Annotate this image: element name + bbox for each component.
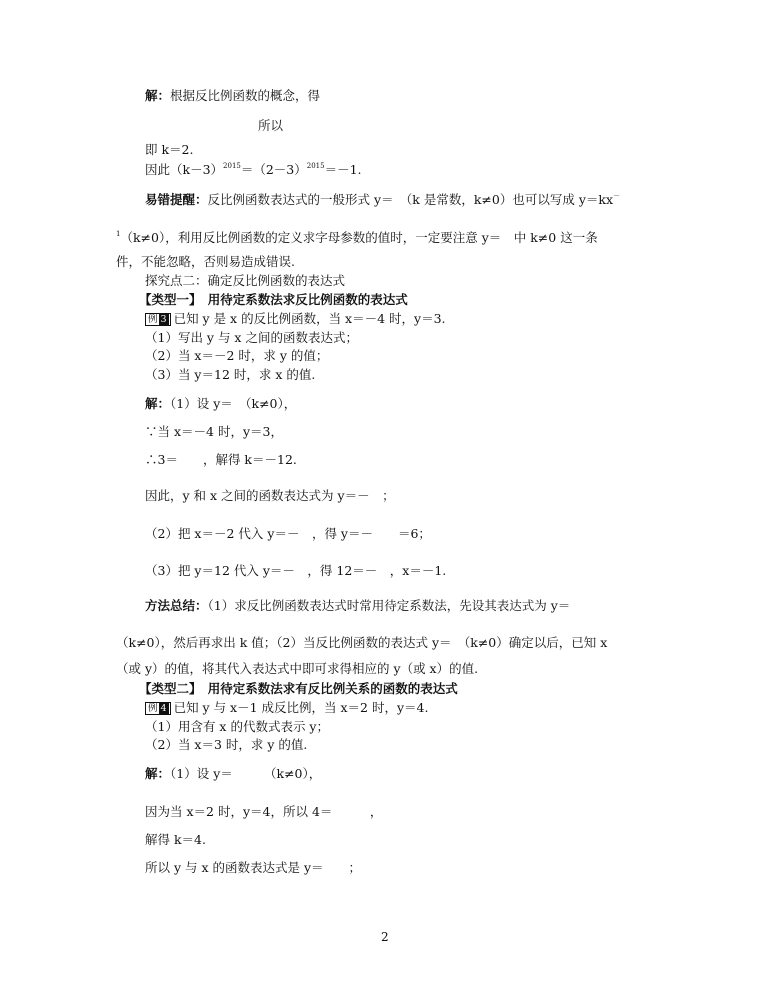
section-title: 探究点二：确定反比例函数的表达式 [145,273,346,288]
method-line-2: （k≠0），然后再求出 k 值；（2）当反比例函数的表达式 y＝ （k≠0）确定以后，已知 x [116,635,608,650]
example-3: 例 3 已知 y 是 x 的反比例函数，当 x＝－4 时，y＝3. [145,311,446,327]
example-4: 例 4 已知 y 与 x－1 成反比例，当 x＝2 时，y＝4. [145,700,428,716]
k-value-line: 即 k＝2. [145,142,194,157]
solution-step-5: （2）把 x＝－2 代入 y＝－ ，得 y＝－ ＝6； [145,526,431,541]
tip-line-2: $^1$（k≠0），利用反比例函数的定义求字母参数的值时，一定要注意 y＝ 中 k≠0 这一条 [116,230,598,245]
suoyi-line: 所以 [258,118,284,133]
example-badge: 例 3 [145,313,171,326]
solution-step-4: 因此，y 和 x 之间的函数表达式为 y＝－ ； [145,488,395,503]
tip-label: 易错提醒： [145,192,208,207]
question-1: （1）写出 y 与 x 之间的函数表达式； [145,330,358,345]
tip-line-3: 件，不能忽略，否则易造成错误. [116,254,295,269]
method-label: 方法总结： [145,598,208,613]
solution-text: 根据反比例函数的概念，得 [170,88,321,103]
solution-label: 解： [145,88,171,103]
page-number: 2 [381,930,389,944]
method-line-1: 方法总结：（1）求反比例函数表达式时常用待定系数法，先设其表达式为 y＝ [145,598,571,613]
type-1-title: 【类型一】 用待定系数法求反比例函数的表达式 [139,292,408,307]
question-1: （1）用含有 x 的代数式表示 y； [145,719,329,734]
solution-step-2: ∵当 x＝－4 时，y＝3， [145,424,283,439]
question-3: （3）当 y＝12 时，求 x 的值. [145,367,316,382]
solution-step-1: 解：（1）设 y＝ （k≠0）， [145,396,297,411]
question-2: （2）当 x＝3 时，求 y 的值. [145,737,308,752]
method-line-3: （或 y）的值，将其代入表达式中即可求得相应的 y（或 x）的值. [116,661,479,676]
example-badge: 例 4 [145,702,171,715]
question-2: （2）当 x＝－2 时，求 y 的值； [145,348,329,363]
solution-step-3: ∴3＝ ，解得 k＝－12. [145,452,297,467]
conclusion-line: 因此$(k-3)^{2015}=(2-3)^{2015}=-1$. [145,162,362,177]
solution-step-4: 所以 y 与 x 的函数表达式是 y＝ ； [145,860,362,875]
solution-1-intro [145,88,320,104]
solution-step-1: 解：（1）设 y＝ （k≠0）， [145,766,322,781]
exponent: 2015 [223,162,241,170]
solution-step-3: 解得 k＝4. [145,832,206,847]
type-2-title: 【类型二】 用待定系数法求有反比例关系的函数的表达式 [139,681,458,696]
solution-step-6: （3）把 y＝12 代入 y＝－ ，得 12＝－ ，x＝－1. [145,563,447,578]
exponent: 2015 [306,162,325,170]
solution-step-2: 因为当 x＝2 时，y＝4，所以 4＝ ， [145,804,383,819]
tip-line-1: 易错提醒：反比例函数表达式的一般形式 y＝ （k 是常数，k≠0）也可以写成 y＝kx－ [145,192,621,207]
